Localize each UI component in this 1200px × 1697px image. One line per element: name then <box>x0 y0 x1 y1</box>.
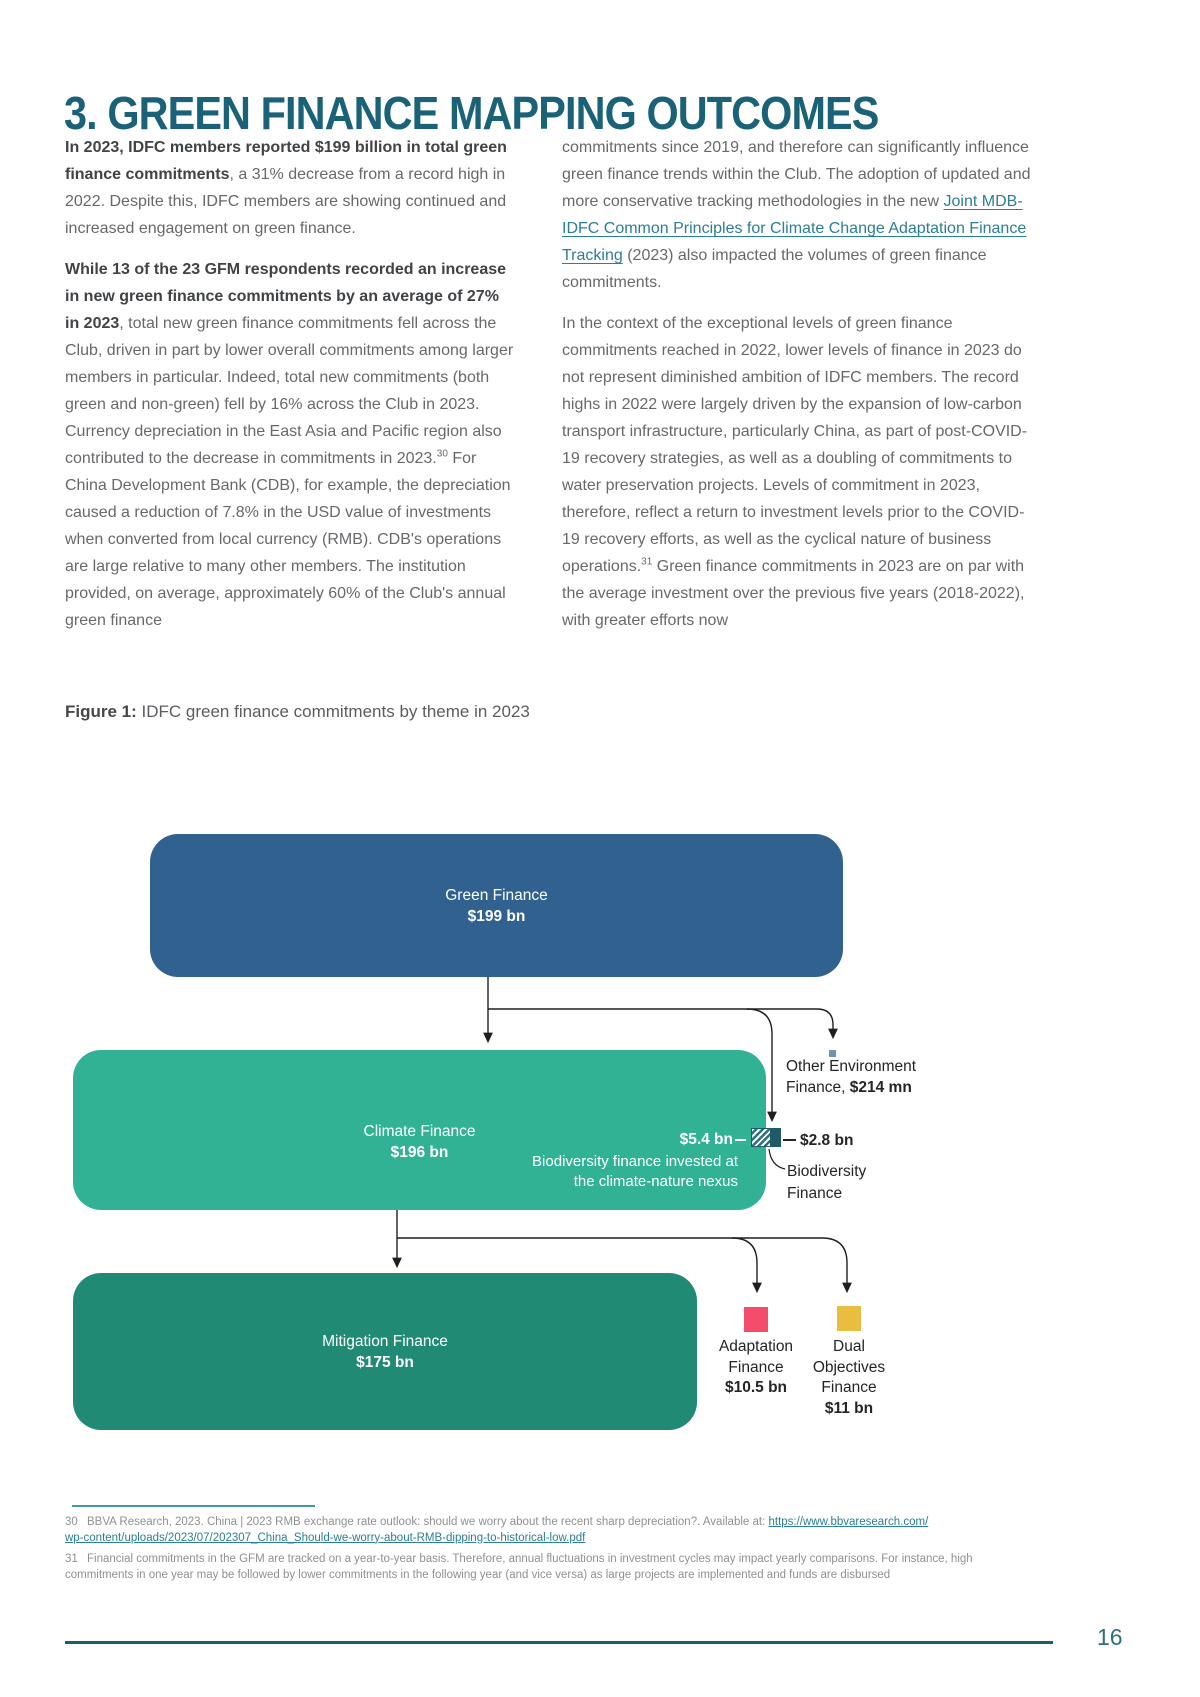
mitigation-finance-node <box>73 1273 697 1430</box>
paragraph-text: Green finance commitments in 2023 are on par with the average investment over the previous five years (2018-2022), with greater efforts now <box>562 558 1025 629</box>
footer-rule <box>65 1641 1053 1644</box>
text-column-right <box>562 134 1042 648</box>
green-finance-node <box>150 834 843 977</box>
label-line: Finance, <box>786 1079 850 1096</box>
footnote-text: Financial commitments in the GFM are tracked on a year-to-year basis. Therefore, annual fluctuations in investment cycles may impact yearly comparisons. For instance, high commitments in one year may be followed by lower commitments in the following year (and vice versa) as large projects are implemented and funds are disbursed <box>65 1553 973 1581</box>
node-label: Mitigation Finance <box>322 1332 448 1350</box>
adaptation-marker-square <box>744 1307 768 1332</box>
footnote-url-link[interactable]: wp-content/uploads/2023/07/202307_China_Should-we-worry-about-RMB-dipping-to-historical-low.pdf <box>65 1531 586 1544</box>
footnote-30 <box>65 1515 1040 1546</box>
dual-objectives-marker-square <box>837 1306 861 1331</box>
footnotes <box>65 1515 1040 1589</box>
label-line: Adaptation <box>718 1338 794 1355</box>
paragraph-text: In the context of the exceptional levels of green finance commitments reached in 2022, lower levels of finance in 2023 do not represent diminished ambition of IDFC members. The record highs in 2022 were largely driven by the expansion of low-carbon transport infrastructure, particularly China, as part of post-COVID-19 recovery strategies, as well as a doubling of commitments to water preservation projects. Levels of commitment in 2023, therefore, reflect a return to investment levels prior to the COVID-19 recovery efforts, as well as the cyclical nature of business operations. <box>562 315 1028 575</box>
other-environment-label <box>786 1056 916 1098</box>
figure-caption <box>65 702 530 722</box>
label-value: $10.5 bn <box>724 1379 788 1396</box>
label-line: Biodiversity finance invested at <box>532 1153 738 1170</box>
page-title: 3. GREEN FINANCE MAPPING OUTCOMES <box>64 86 879 139</box>
mdb-idfc-principles-link[interactable]: Joint MDB-IDFC Common Principles for Climate Change Adaptation Finance Tracking <box>562 193 1027 264</box>
paragraph <box>65 256 517 634</box>
biodiversity-marker-square <box>771 1128 781 1147</box>
footnote-ref-31: 31 <box>641 556 653 568</box>
paragraph-text: , total new green finance commitments fell across the Club, driven in part by lower overall commitments among larger members in particular. Indeed, total new commitments (both green and non-green) fell by 16% across the Club in 2023. Currency depreciation in the East Asia and Pacific region also contributed to the decrease in commitments in 2023. <box>65 315 514 467</box>
label-line: Other Environment <box>786 1058 917 1075</box>
label-value: $11 bn <box>824 1399 874 1417</box>
footnote-separator <box>72 1505 315 1507</box>
nexus-description-label <box>420 1152 738 1192</box>
paragraph <box>65 134 517 242</box>
label-line: Dual <box>833 1338 865 1355</box>
label-line: the climate-nature nexus <box>573 1173 738 1190</box>
footnote-number: 30 <box>65 1516 78 1528</box>
text-column-left <box>65 134 517 648</box>
label-line: Finance <box>787 1185 843 1202</box>
connector-dash <box>783 1139 796 1141</box>
connector-dash <box>735 1139 746 1141</box>
label-line: Objectives <box>812 1358 886 1376</box>
footnote-number: 31 <box>65 1553 78 1565</box>
biodiversity-finance-label <box>787 1161 866 1205</box>
figure-caption-label: Figure 1: <box>65 702 137 721</box>
footnote-ref-30: 30 <box>436 448 448 460</box>
node-label: Climate Finance <box>363 1123 476 1140</box>
node-value: $196 bn <box>390 1144 449 1161</box>
footnote-url-link[interactable]: https://www.bbvaresearch.com/ <box>768 1516 929 1528</box>
label-value: $214 mn <box>849 1079 912 1096</box>
paragraph-text: commitments since 2019, and therefore can significantly influence green finance trends within the Club. The adoption of updated and more conservative tracking methodologies in the new <box>562 139 1031 210</box>
paragraph-lead: While 13 of the 23 GFM respondents recorded an increase in new green finance commitments by an average of 27% in 2023 <box>65 261 507 332</box>
figure-caption-text: IDFC green finance commitments by theme in 2023 <box>136 702 530 721</box>
paragraph <box>562 310 1042 634</box>
paragraph <box>562 134 1042 296</box>
node-value: $175 bn <box>356 1353 414 1371</box>
biodiversity-value-label: $2.8 bn <box>800 1132 854 1149</box>
paragraph-lead: In 2023, IDFC members reported $199 billion in total green finance commitments <box>65 139 507 183</box>
paragraph-text: (2023) also impacted the volumes of green finance commitments. <box>562 247 987 291</box>
label-value: $5.4 bn <box>679 1131 733 1148</box>
footnote-text: BBVA Research, 2023. China | 2023 RMB exchange rate outlook: should we worry about the recent sharp depreciation?. Available at: <box>87 1516 769 1528</box>
paragraph-text: For China Development Bank (CDB), for example, the depreciation caused a reduction of 7.8% in the USD value of investments when converted from local currency (RMB). CDB's operations are large relative to many other members. The institution provided, on average, approximately 60% of the Club's annual green finance <box>65 450 511 629</box>
page-number: 16 <box>1097 1624 1123 1650</box>
label-line: Finance <box>728 1358 784 1376</box>
dual-objectives-finance-label <box>791 1337 907 1419</box>
node-label: Green Finance <box>445 886 548 904</box>
nexus-value-label <box>600 1131 746 1149</box>
label-line: Finance <box>821 1379 877 1396</box>
nexus-hatched-square <box>751 1128 771 1147</box>
label-line: Biodiversity <box>787 1163 867 1180</box>
paragraph-text: , a 31% decrease from a record high in 2022. Despite this, IDFC members are showing continued and increased engagement on green finance. <box>65 166 507 237</box>
footnote-31 <box>65 1552 1040 1583</box>
node-value: $199 bn <box>467 907 526 925</box>
